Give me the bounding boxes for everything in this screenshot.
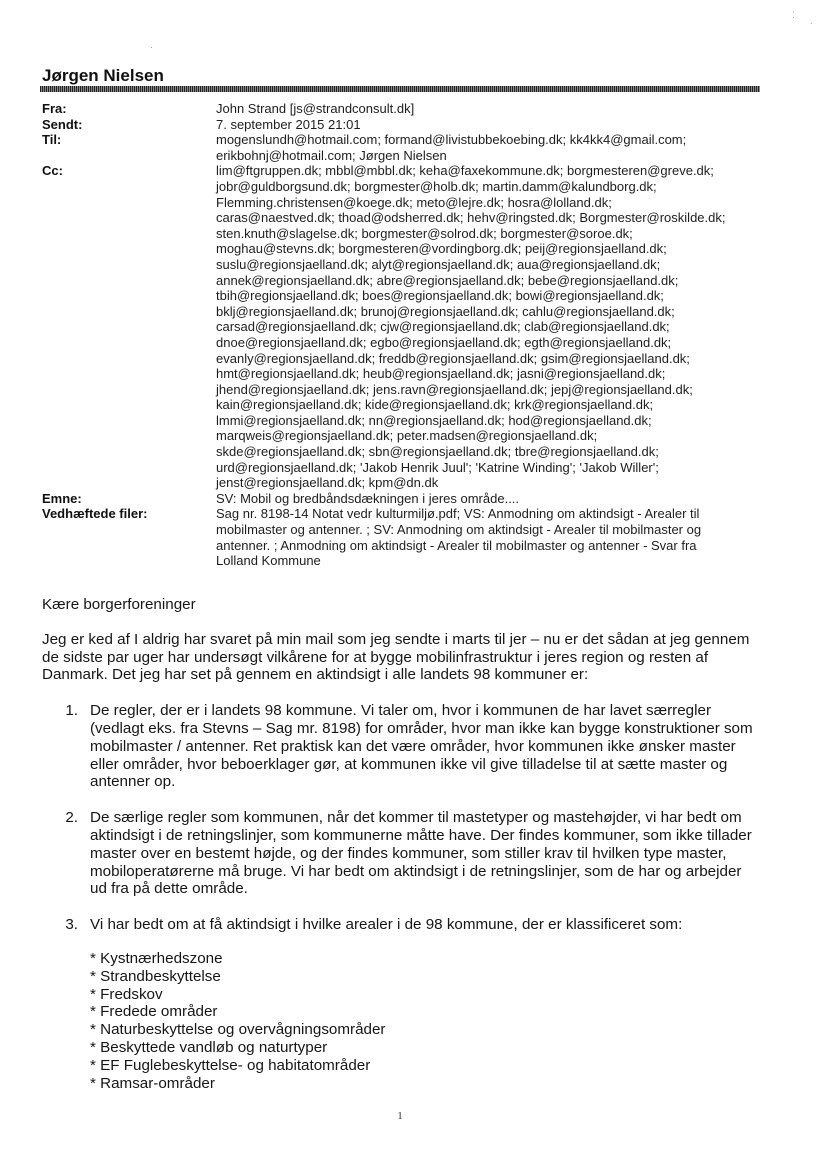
cc-line: skde@regionsjaelland.dk; sbn@regionsjaelland.dk; tbre@regionsjaelland.dk; [216, 444, 659, 460]
email-header [42, 101, 762, 569]
cc-line: dnoe@regionsjaelland.dk; egbo@regionsjaelland.dk; egth@regionsjaelland.dk; [216, 334, 672, 350]
to-value [216, 132, 762, 163]
bullet-item: * Fredede områder [90, 1003, 218, 1021]
from-line: John Strand [js@strandconsult.dk] [216, 101, 415, 116]
intro-line: Jeg er ked af I aldrig har svaret på min mail som jeg sendte i marts til jer – nu er det sådan at jeg gennem [42, 630, 750, 648]
numbered-list [42, 702, 762, 934]
subject-row [42, 491, 762, 507]
bullet-item: * Fredskov [90, 985, 163, 1003]
cc-line: jenst@regionsjaelland.dk; kpm@dn.dk [216, 475, 439, 491]
list-item-text [90, 916, 762, 934]
intro-line: de sidste par uger har undersøgt vilkårene for at bygge mobilinfrastruktur i jeres region og resten af [42, 648, 709, 666]
to-line: mogenslundh@hotmail.com; formand@livistubbekoebing.dk; kk4kk4@gmail.com; [216, 132, 687, 148]
attachments-row [42, 506, 762, 568]
subject-line: SV: Mobil og bredbåndsdækningen i jeres område.... [216, 490, 520, 506]
cc-line: marqweis@regionsjaelland.dk; peter.madsen@regionsjaelland.dk; [216, 428, 598, 444]
list-item-text [90, 702, 762, 791]
cc-line: urd@regionsjaelland.dk; 'Jakob Henrik Juul'; 'Katrine Winding'; 'Jakob Willer'; [216, 459, 659, 475]
list-item-line: mobiloperatørerne må bruge. Vi har bedt om aktindsigt i de retningslinjer, som de har og arbejder [90, 862, 742, 880]
cc-line: jhend@regionsjaelland.dk; jens.ravn@regionsjaelland.dk; jepj@regionsjaelland.dk; [216, 381, 693, 397]
to-row [42, 132, 762, 163]
cc-line: moghau@stevns.dk; borgmesteren@vordingborg.dk; peij@regionsjaelland.dk; [216, 241, 667, 257]
cc-value [216, 163, 762, 490]
list-item-line: (vedlagt eks. fra Stevns – Sag mr. 8198) for områder, hvor man ikke kan bygge konstruktioner som [90, 719, 753, 737]
attachment-line: Lolland Kommune [216, 553, 321, 569]
from-value [216, 101, 762, 117]
scan-speck: · [150, 42, 153, 52]
scan-speck: ⁚ [792, 10, 795, 20]
bullet-item: * Strandbeskyttelse [90, 967, 221, 985]
list-item-line: Vi har bedt om at få aktindsigt i hvilke arealer i de 98 kommune, der er klassificeret som: [90, 916, 683, 934]
list-item-line: eller områder, hvor beboerklager gør, at kommunen ikke vil give tilladelse til at sætte master og [90, 755, 728, 773]
cc-line: carsad@regionsjaelland.dk; cjw@regionsjaelland.dk; clab@regionsjaelland.dk; [216, 319, 670, 335]
sent-value [216, 117, 762, 133]
bullet-item: * EF Fuglebeskyttelse- og habitatområder [90, 1056, 371, 1074]
list-item-line: antenner op. [90, 773, 176, 791]
cc-line: lmmi@regionsjaelland.dk; nn@regionsjaelland.dk; hod@regionsjaelland.dk; [216, 412, 652, 428]
page-number: 1 [397, 1110, 403, 1122]
list-number: 2. [65, 809, 78, 827]
intro-line: Danmark. Det jeg har set på gennem en aktindsigt i alle landets 98 kommuner er: [42, 666, 589, 684]
cc-line: lim@ftgruppen.dk; mbbl@mbbl.dk; keha@faxekommune.dk; borgmesteren@greve.dk; [216, 163, 714, 179]
scan-speck: · [810, 18, 813, 28]
cc-line: tbih@regionsjaelland.dk; boes@regionsjaelland.dk; bowi@regionsjaelland.dk; [216, 288, 664, 304]
classification-list [90, 950, 762, 1092]
cc-line: caras@naestved.dk; thoad@odsherred.dk; hehv@ringsted.dk; Borgmester@roskilde.dk; [216, 210, 726, 226]
cc-line: bklj@regionsjaelland.dk; brunoj@regionsjaelland.dk; cahlu@regionsjaelland.dk; [216, 303, 675, 319]
intro-paragraph [42, 631, 762, 684]
to-label: Til: [42, 132, 62, 148]
subject-label: Emne: [42, 490, 82, 506]
to-line: erikbohnj@hotmail.com; Jørgen Nielsen [216, 147, 447, 163]
cc-line: Flemming.christensen@koege.dk; meto@lejre.dk; hosra@lolland.dk; [216, 194, 612, 210]
list-item-line: De regler, der er i landets 98 kommune. Vi taler om, hvor i kommunen de har lavet særregler [90, 702, 712, 720]
list-number: 3. [65, 916, 78, 934]
cc-line: evanly@regionsjaelland.dk; freddb@regionsjaelland.dk; gsim@regionsjaelland.dk; [216, 350, 690, 366]
bullet-item: * Kystnærhedszone [90, 949, 223, 967]
list-item-text [90, 809, 762, 898]
cc-line: kain@regionsjaelland.dk; kide@regionsjaelland.dk; krk@regionsjaelland.dk; [216, 397, 654, 413]
sent-label: Sendt: [42, 116, 83, 132]
bullet-item: * Beskyttede vandløb og naturtyper [90, 1038, 328, 1056]
list-number: 1. [65, 702, 78, 720]
sent-line: 7. september 2015 21:01 [216, 116, 361, 132]
list-item-line: master over en bestemt højde, og der findes kommuner, som stiller krav til hvilken type master, [90, 844, 727, 862]
attachments-value [216, 506, 762, 568]
list-item-line: aktindsigt i de retningslinjer, som kommunerne måtte have. Der findes kommuner, som ikke tillader [90, 826, 752, 844]
sent-row [42, 117, 762, 133]
attachments-label: Vedhæftede filer: [42, 506, 148, 522]
subject-value [216, 491, 762, 507]
list-item-3 [42, 916, 762, 934]
cc-row [42, 163, 762, 490]
from-label: Fra: [42, 101, 67, 116]
cc-line: hmt@regionsjaelland.dk; heub@regionsjaelland.dk; jasni@regionsjaelland.dk; [216, 366, 666, 382]
from-row [42, 101, 762, 117]
cc-line: suslu@regionsjaelland.dk; alyt@regionsjaelland.dk; aua@regionsjaelland.dk; [216, 256, 661, 272]
cc-line: annek@regionsjaelland.dk; abre@regionsjaelland.dk; bebe@regionsjaelland.dk; [216, 272, 679, 288]
list-item-line: De særlige regler som kommunen, når det kommer til mastetyper og mastehøjder, vi har bedt om [90, 809, 742, 827]
attachment-line: mobilmaster og antenner. ; SV: Anmodning om aktindsigt - Arealer til mobilmaster og [216, 522, 702, 538]
header-divider [40, 86, 760, 92]
page-title: Jørgen Nielsen [42, 66, 164, 85]
attachment-line: antenner. ; Anmodning om aktindsigt - Arealer til mobilmaster og antenner - Svar fra [216, 537, 697, 553]
bullet-item: * Naturbeskyttelse og overvågningsområder [90, 1021, 386, 1039]
bullet-item: * Ramsar-områder [90, 1074, 215, 1092]
greeting: Kære borgerforeninger [42, 596, 196, 613]
list-item-line: ud fra på dette område. [90, 880, 248, 898]
list-item-1 [42, 702, 762, 791]
attachment-line: Sag nr. 8198-14 Notat vedr kulturmiljø.pdf; VS: Anmodning om aktindsigt - Arealer til [216, 506, 700, 522]
list-item-line: mobilmaster / antenner. Ret praktisk kan det være områder, hvor kommunen ikke ønsker master [90, 737, 736, 755]
cc-line: jobr@guldborgsund.dk; borgmester@holb.dk; martin.damm@kalundborg.dk; [216, 178, 657, 194]
email-body [42, 596, 762, 1092]
cc-label: Cc: [42, 163, 63, 179]
cc-line: sten.knuth@slagelse.dk; borgmester@solrod.dk; borgmester@soroe.dk; [216, 225, 633, 241]
list-item-2 [42, 809, 762, 898]
